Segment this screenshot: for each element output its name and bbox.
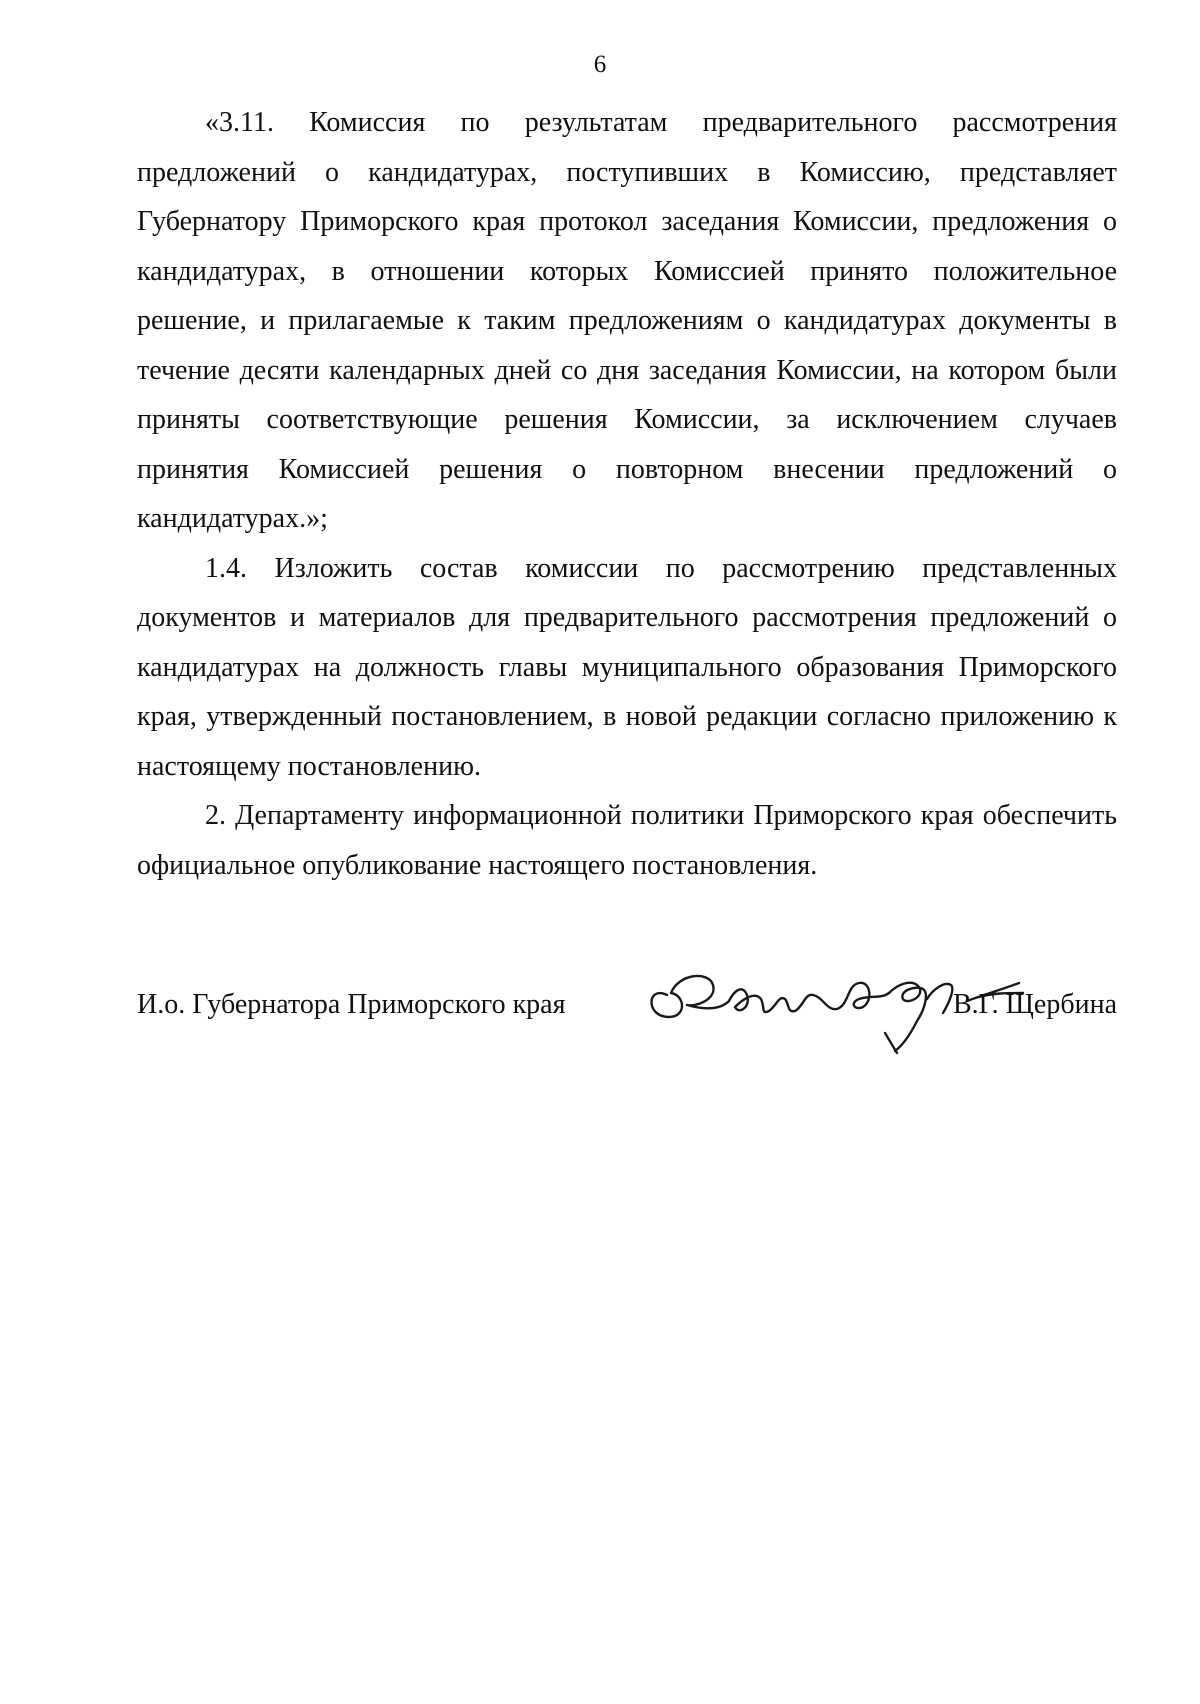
paragraph-1-4: 1.4. Изложить состав комиссии по рассмотрению представленных документов и материалов для предварительного рассмотрения предложений о кандидатурах на должность главы муниципального образования Приморского края, утвержденный постановлением, в новой редакции согласно приложению к настоящему постановлению. — [137, 552, 1117, 782]
paragraph-2: 2. Департаменту информационной политики Приморского края обеспечить официальное опубликование настоящего постановления. — [137, 800, 1117, 881]
signature-stroke-3 — [813, 983, 889, 1009]
signatory-title: И.о. Губернатора Приморского края — [137, 989, 566, 1020]
signature-block — [137, 985, 1117, 1065]
signature-stroke-5 — [927, 984, 952, 1013]
document-body — [137, 98, 1117, 890]
signature-stroke-1 — [652, 976, 730, 1017]
signatory-name: В.Г. Щербина — [952, 989, 1117, 1020]
signature-stroke-2 — [729, 989, 813, 1012]
paragraph-3-11: «3.11. Комиссия по результатам предварительного рассмотрения предложений о кандидатурах, поступивших в Комиссию, представляет Губернатору Приморского края протокол заседания Комиссии, предложения о кандидатурах, в отношении которых Комиссией принято положительное решение, и прилагаемые к таким предложениям о кандидатурах документы в течение десяти календарных дней со дня заседания Комиссии, на котором были приняты соответствующие решения Комиссии, за исключением случаев принятия Комиссией решения о повторном внесении предложений о кандидатурах.»; — [137, 107, 1117, 534]
page-number: 6 — [593, 51, 607, 78]
signature-stroke-4 — [885, 983, 926, 1053]
